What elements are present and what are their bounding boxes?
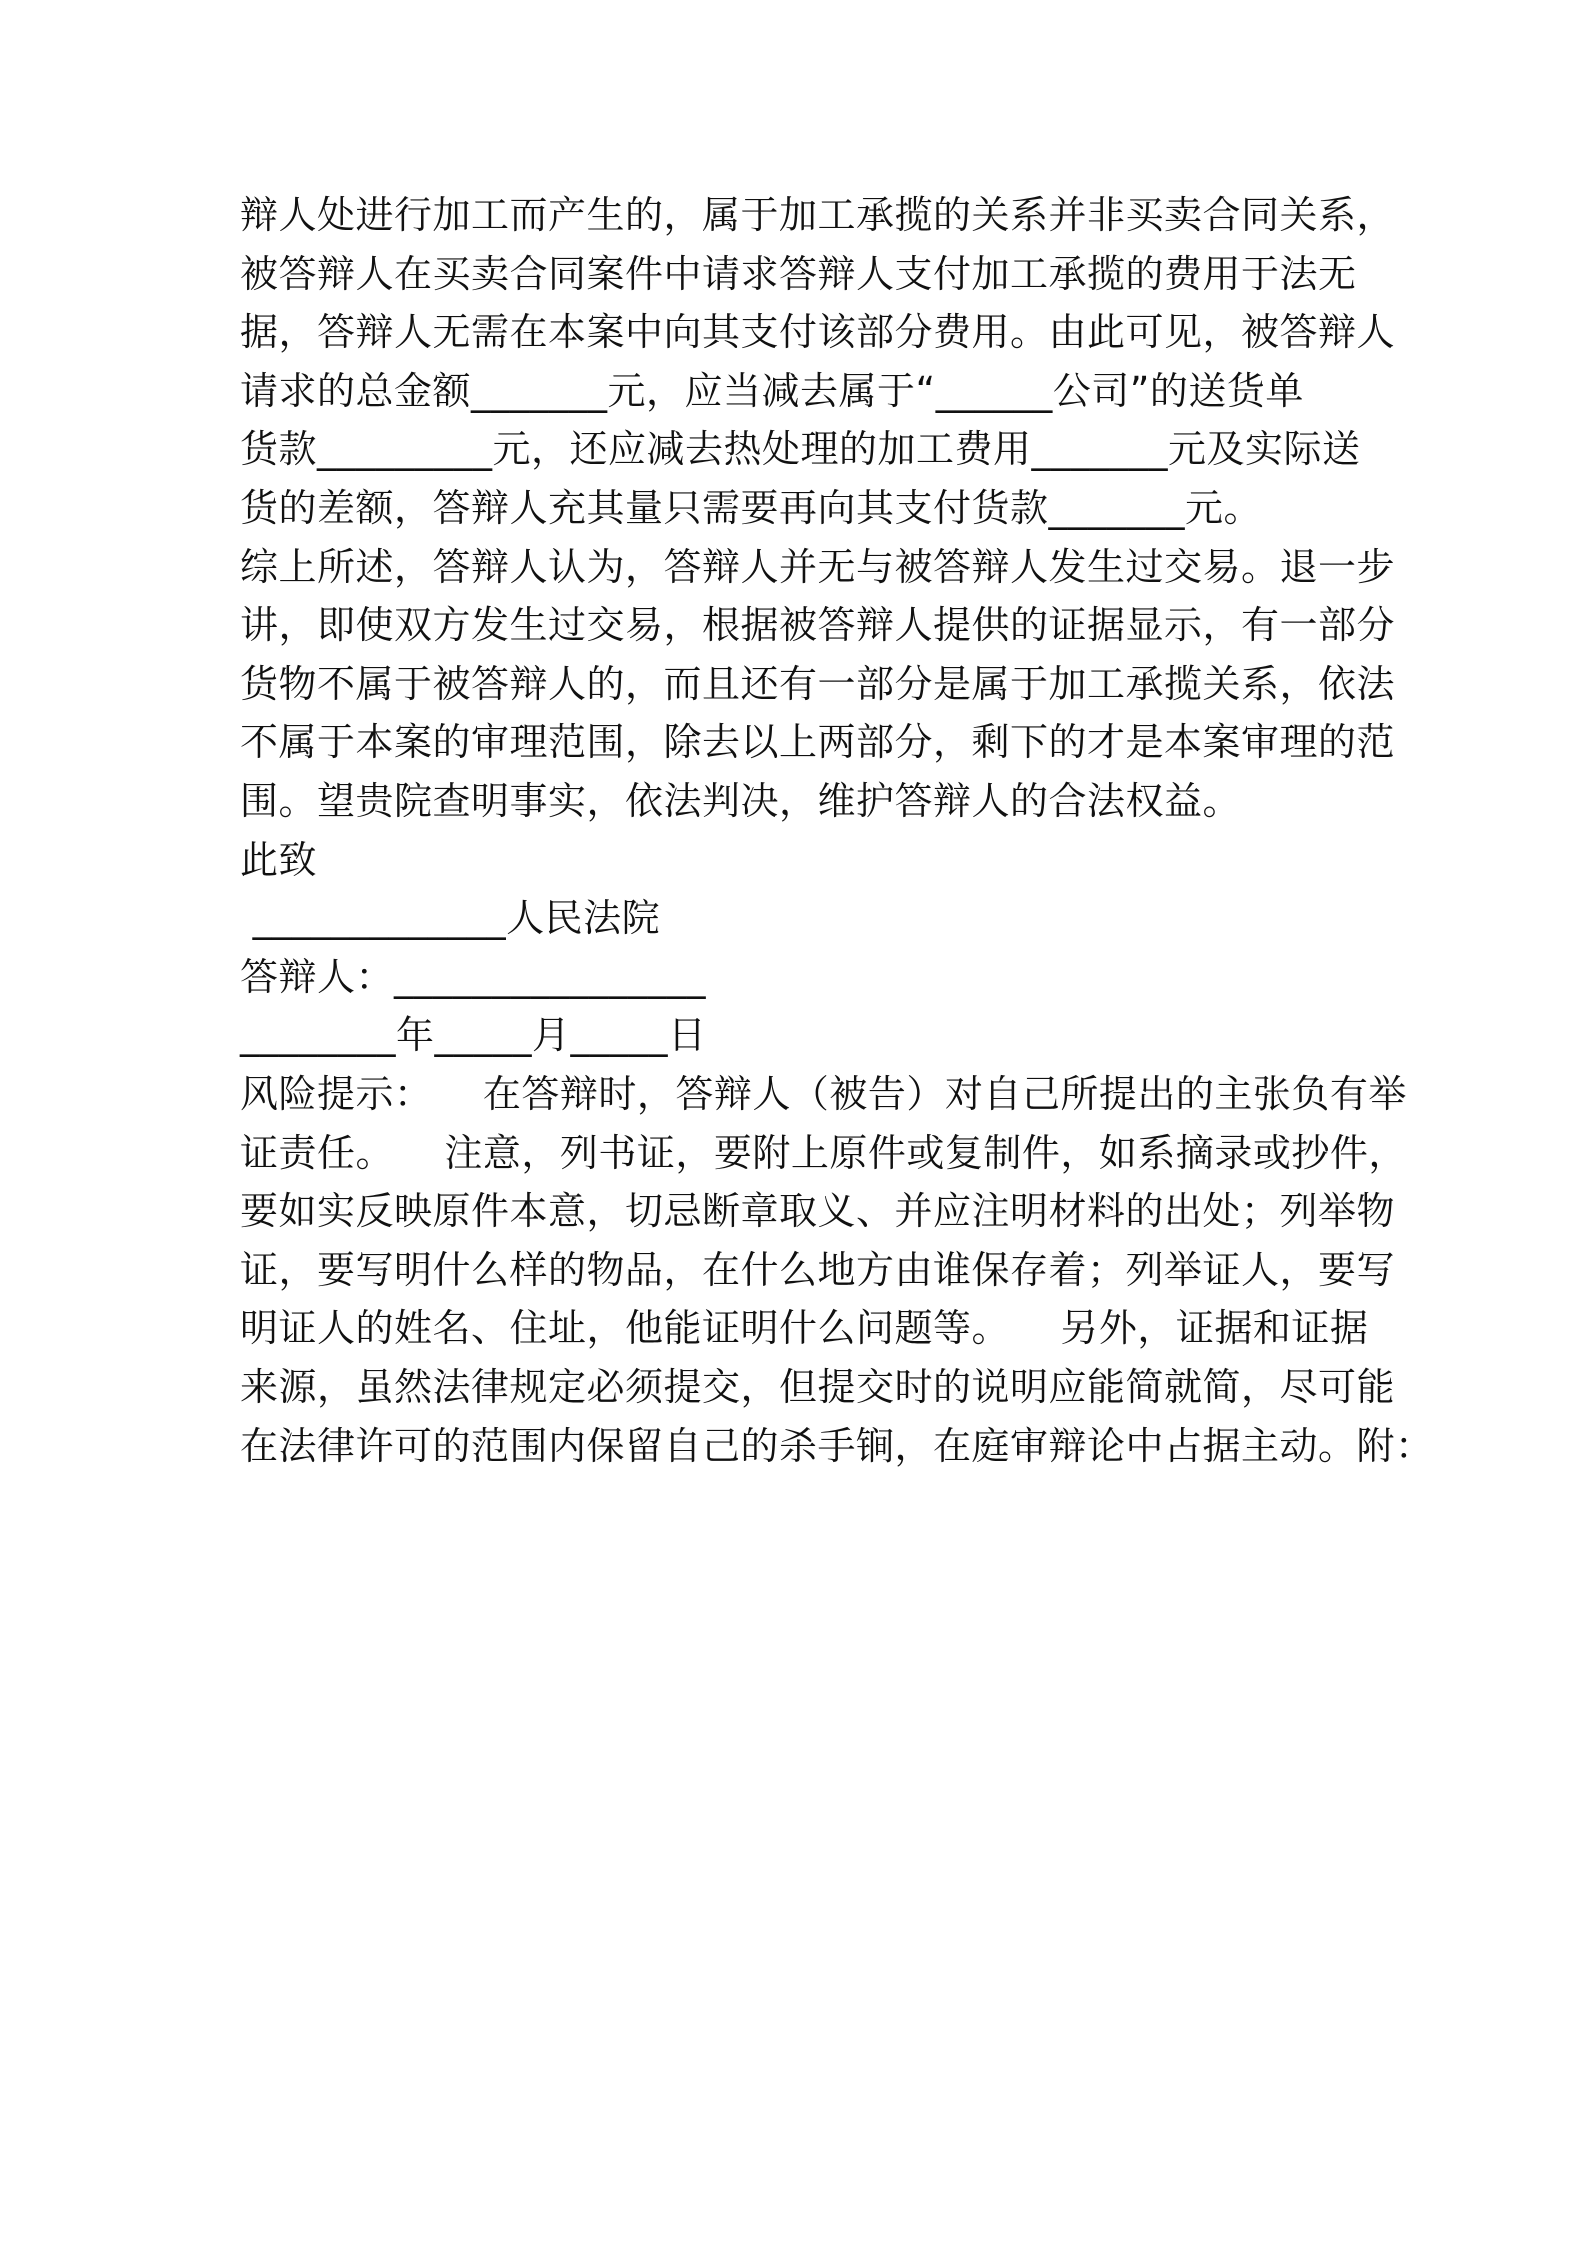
text-line: 不属于本案的审理范围，除去以上两部分，剩下的才是本案审理的范 (240, 720, 1396, 764)
text-line: 据，答辩人无需在本案中向其支付该部分费用。由此可见，被答辩人 (240, 310, 1396, 354)
court-name-line: _____________人民法院 (240, 896, 661, 940)
respondent-signature-line: 答辩人：________________ (240, 955, 707, 999)
risk-notice-line: 在法律许可的范围内保留自己的杀手锏，在庭审辩论中占据主动。附： (240, 1424, 1434, 1468)
risk-notice-line: 风险提示： 在答辩时，答辩人（被告）对自己所提出的主张负有举 (240, 1072, 1407, 1116)
text-line: 讲，即使双方发生过交易，根据被答辩人提供的证据显示，有一部分 (240, 603, 1396, 647)
risk-notice-line: 来源，虽然法律规定必须提交，但提交时的说明应能简就简，尽可能 (240, 1365, 1396, 1409)
text-line: 围。望贵院查明事实，依法判决，维护答辩人的合法权益。 (240, 779, 1242, 823)
risk-notice-line: 证责任。 注意，列书证，要附上原件或复制件，如系摘录或抄件， (240, 1131, 1407, 1175)
text-line: 货的差额，答辩人充其量只需要再向其支付货款_______元。 (240, 486, 1263, 530)
risk-notice-line: 证，要写明什么样的物品，在什么地方由谁保存着；列举证人，要写 (240, 1248, 1396, 1292)
text-line: 被答辩人在买卖合同案件中请求答辩人支付加工承揽的费用于法无 (240, 252, 1357, 296)
text-line: 综上所述，答辩人认为，答辩人并无与被答辩人发生过交易。退一步 (240, 545, 1396, 589)
risk-notice-line: 明证人的姓名、住址，他能证明什么问题等。 另外，证据和证据 (240, 1306, 1369, 1350)
text-line: 辩人处进行加工而产生的，属于加工承揽的关系并非买卖合同关系， (240, 193, 1396, 237)
risk-notice-line: 要如实反映原件本意，切忌断章取义、并应注明材料的出处；列举物 (240, 1189, 1396, 1233)
date-line: ________年_____月_____日 (240, 1013, 707, 1057)
salutation: 此致 (240, 838, 318, 882)
text-line: 货物不属于被答辩人的，而且还有一部分是属于加工承揽关系，依法 (240, 662, 1396, 706)
text-line: 请求的总金额_______元，应当减去属于“______公司”的送货单 (240, 369, 1304, 413)
text-line: 货款_________元，还应减去热处理的加工费用_______元及实际送 (240, 427, 1361, 471)
